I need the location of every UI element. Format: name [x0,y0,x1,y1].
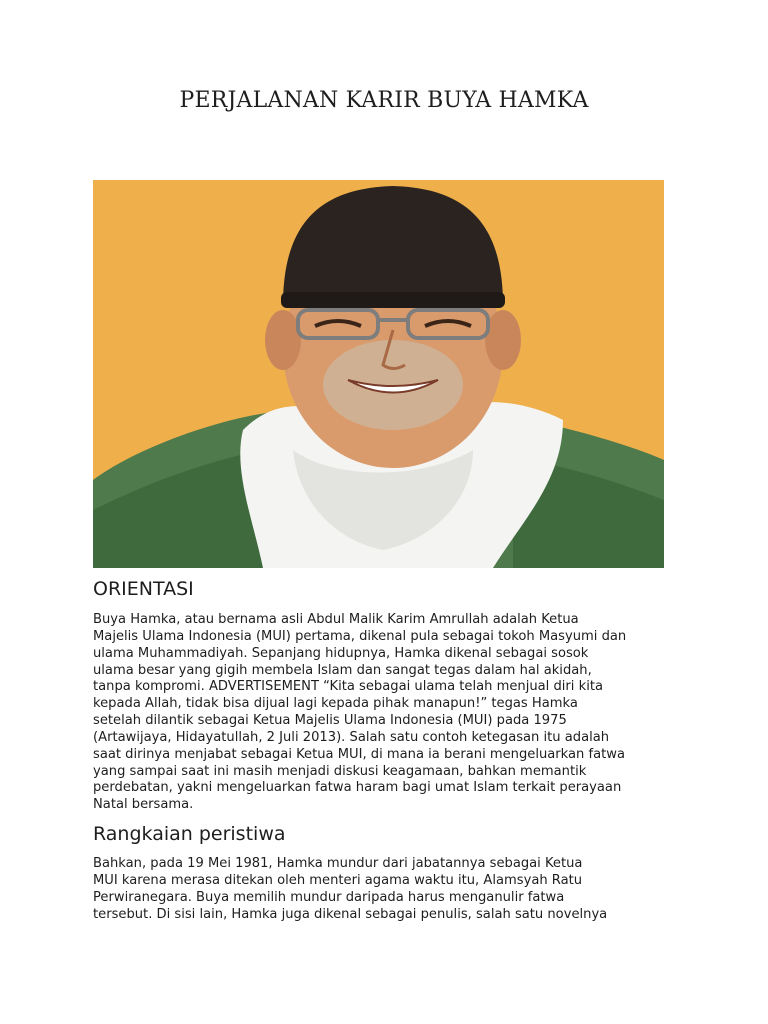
paragraph-orientasi: Buya Hamka, atau bernama asli Abdul Malik Karim Amrullah adalah Ketua Majelis Ulama Indonesia (MUI) pertama, dikenal pula sebagai tokoh Masyumi dan ulama Muhammadiyah. Sepanjang hidupnya, Hamka dikenal sebagai sosok ulama besar yang gigih membela Islam dan sangat tegas dalam hal akidah, tanpa kompromi. ADVERTISEMENT “Kita sebagai ulama telah menjual diri kita kepada Allah, tidak bisa dijual lagi kepada pihak manapun!” tegas Hamka setelah dilantik sebagai Ketua Majelis Ulama Indonesia (MUI) pada 1975 (Artawijaya, Hidayatullah, 2 Juli 2013). Salah satu contoh ketegasan itu adalah saat dirinya menjabat sebagai Ketua MUI, di mana ia berani mengeluarkan fatwa yang sampai saat ini masih menjadi diskusi keagamaan, bahkan memantik perdebatan, yakni mengeluarkan fatwa haram bagi umat Islam terkait perayaan Natal bersama. [93,612,627,813]
section-heading-rangkaian-peristiwa: Rangkaian peristiwa [93,823,286,845]
right-ear [485,310,521,370]
paragraph-rangkaian-peristiwa: Bahkan, pada 19 Mei 1981, Hamka mundur dari jabatannya sebagai Ketua MUI karena merasa ditekan oleh menteri agama waktu itu, Alamsyah Ratu Perwiranegara. Buya memilih mundur daripada harus menganulir fatwa tersebut. Di sisi lain, Hamka juga dikenal sebagai penulis, salah satu novelnya [93,856,608,922]
peci-band [281,292,505,308]
document-title: PERJALANAN KARIR BUYA HAMKA [179,88,589,113]
portrait-illustration [93,180,664,568]
section-heading-orientasi: ORIENTASI [93,578,194,600]
left-ear [265,310,301,370]
portrait-image [93,180,664,568]
